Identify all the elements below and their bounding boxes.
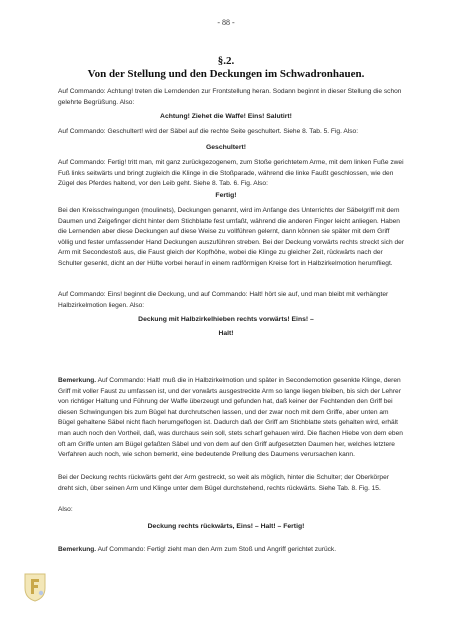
section-title: Von der Stellung und den Deckungen im Schwadronhauen. — [87, 68, 365, 80]
paragraph-8: Also: — [58, 506, 73, 513]
command-line-1: Achtung! Ziehet die Waffe! Eins! Salutirt! — [160, 113, 292, 120]
command-line-2: Geschultert! — [205, 144, 247, 151]
paragraph-1: Auf Commando: Achtung! treten die Lerndenden zur Frontstellung heran. Sodann beginnt in dieser Stellung die schon gelehrte Begrüßung. Also: — [58, 88, 402, 106]
remark-label-2: Bemerkung. — [58, 546, 97, 553]
remark-text: Auf Commando: Halt! muß die in Halbzirkelmotion und später in Secondemotion gesenkte Klinge, deren Griff mit voller Faust zu umfassen ist, und der vorwärts ausgestreckte Arm so lange liegen bleiben, bis sich der Lehrer von richtiger Haltung und Führung der Waffe überzeugt und gefunden hat, daß keiner der Fechtenden den Griff bei diesen Schwingungen bis zum Bügel hat durchrutschen lassen, und der zwar noch mit dem Griffe, aber unten am Bügel gehaltene Säbel nicht flach herumgeflogen ist. Dadurch daß der Griff am Stichblatte stets gehalten wird, erhält man auch noch den Vortheil, daß, was durchaus sein soll, stets scharf gehauen wird. Die flachen Hiebe von dem eben oft am Griffe unten am Bügel gefaßten Säbel und von dem auf den Griff aufgesetzten Daumen her, welches letztere Verfahren auch noch, wie schon bemerkt, eine bedeutende Prellung des Daumens verursachen kann. — [58, 377, 403, 459]
paragraph-5: Auf Commando: Eins! beginnt die Deckung, und auf Commando: Halt! hört sie auf, und man bleibt mit verhängter Halbzirkelmotion liegen. Also: — [58, 291, 389, 309]
paragraph-remark-1 — [58, 376, 404, 461]
page-number: - 88 - — [217, 18, 235, 27]
command-line-6: Deckung rechts rückwärts, Eins! – Halt! – Fertig! — [147, 523, 305, 530]
section-number: §.2. — [217, 55, 235, 67]
paragraph-7: Bei der Deckung rechts rückwärts geht der Arm gestreckt, so weit als möglich, hinter die Schulter; der Oberkörper dreht sich, über seinen Arm und Klinge unter dem Bügel durchstehend, rechts rückwärts. Siehe Tab. 8. Fig. 15. — [58, 474, 389, 492]
crest-icon — [22, 571, 48, 603]
paragraph-remark-2 — [58, 545, 404, 556]
paragraph-3: Auf Commando: Fertig! tritt man, mit ganz zurückgezogenem, zum Stoße gerichtetem Arme, mit dem linken Fuße zwei Fuß links seitwärts und bringt zugleich die Klinge in die Stoßparade, während die linke Faußt geschlossen, wie den Zügel des Pferdes haltend, vor den Leib geht. Siehe 8. Tab. 6. Fig. Also: — [58, 159, 404, 188]
remark-label: Bemerkung. — [58, 377, 97, 384]
paragraph-2: Auf Commando: Geschultert! wird der Säbel auf die rechte Seite geschultert. Siehe 8. Tab. 5. Fig. Also: — [58, 128, 359, 135]
command-line-4: Deckung mit Halbzirkelhieben rechts vorwärts! Eins! – — [138, 316, 314, 323]
command-line-3: Fertig! — [215, 192, 237, 199]
remark-text-2: Auf Commando: Fertig! zieht man den Arm zum Stoß und Angriff gerichtet zurück. — [96, 546, 337, 553]
paragraph-4: Bei den Kreisschwingungen (moulinets), Deckungen genannt, wird im Anfange des Unterrichts der Säbelgriff mit dem Daumen und Zeigefinger dicht hinter dem Stichblatte fest umfaßt, während die anderen Finger leicht anliegen. Haben die Lernenden aber diese Deckungen auf diese Weise zu vollführen gelernt, dann können sie später mit dem Griff völlig und fester umfassender Hand Deckungen auszuführen streben. Bei der Deckung vorwärts rechts streckt sich der Arm mit Secondestoß aus, die Faust gleich der Kopfhöhe, wobei die Klinge zu gleicher Zeit, rückwärts nach der Schulter gesenkt, dicht an der Hüfte vorbei herauf in einem radförmigen Kreise fort in Halbzirkelmotion herumfliegt. — [58, 207, 404, 267]
command-line-5: Halt! — [218, 330, 234, 337]
